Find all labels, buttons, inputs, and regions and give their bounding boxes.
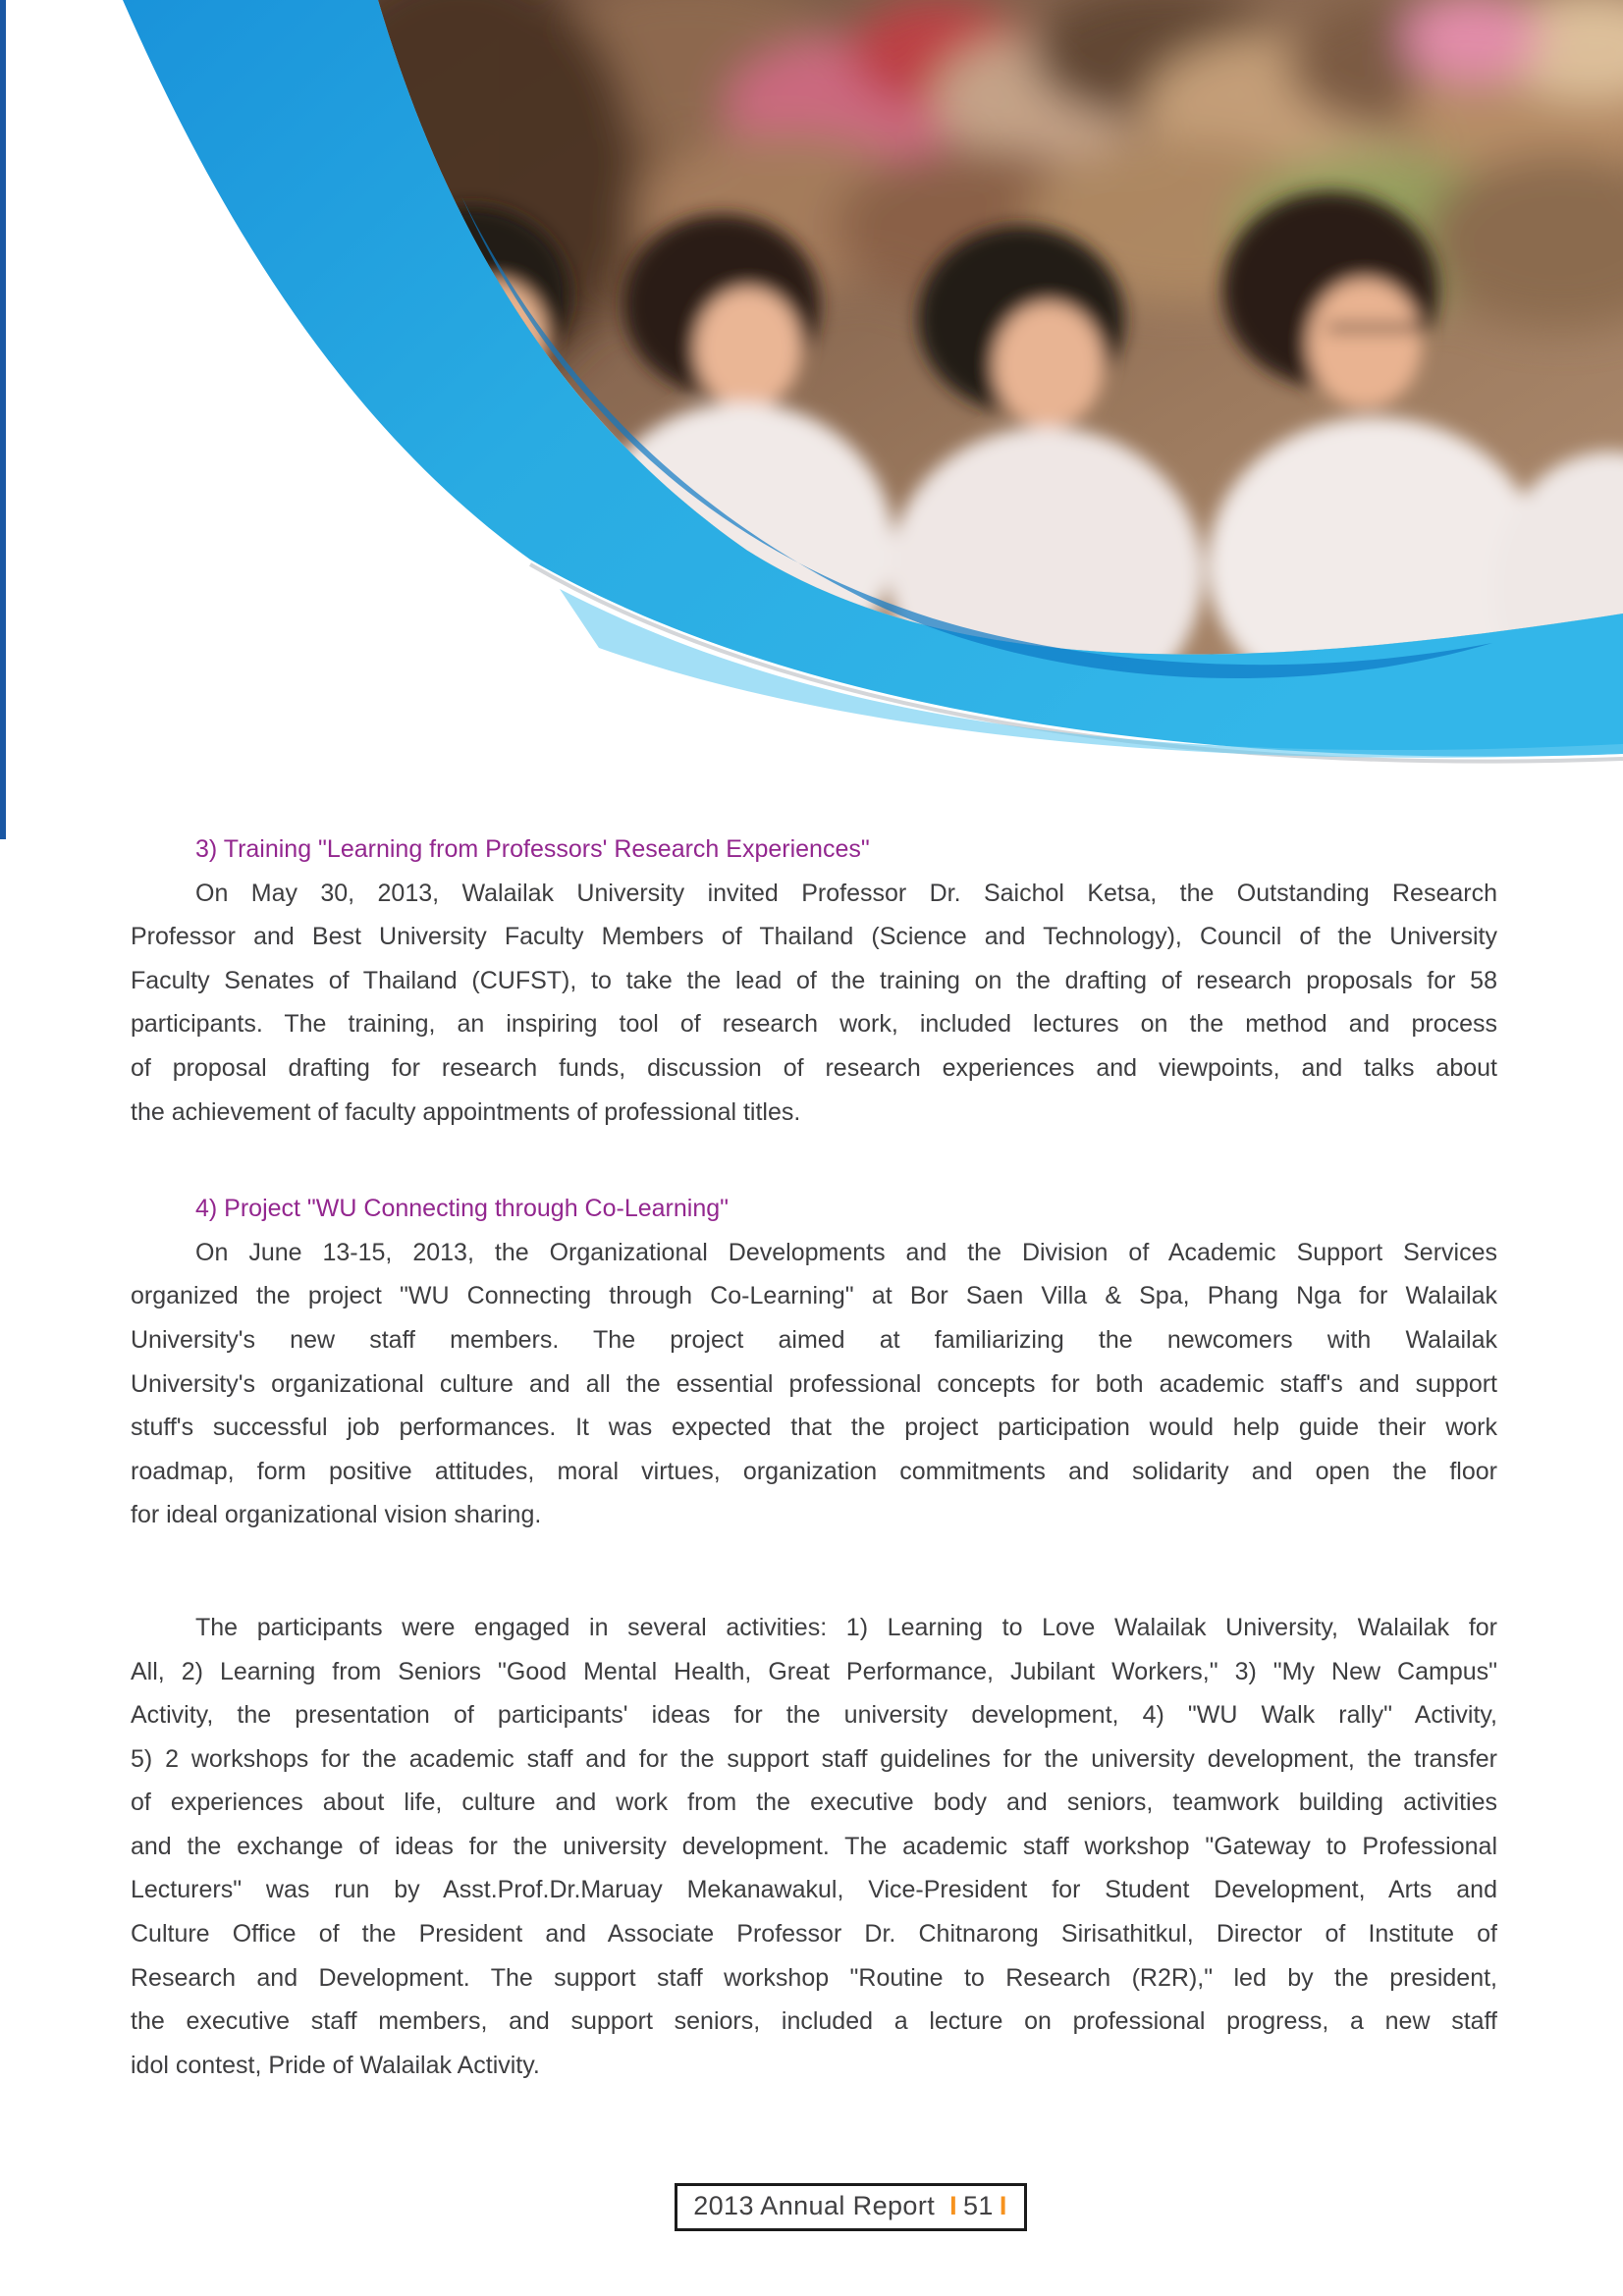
- paragraph-line: participants. The training, an inspiring tool of research work, included lectures on the method and process: [131, 1010, 1497, 1039]
- page-footer: [0, 2183, 1623, 2231]
- paragraph-line: and the exchange of ideas for the university development. The academic staff workshop "Gateway to Professional: [131, 1832, 1497, 1860]
- paragraph-line: the executive staff members, and support seniors, included a lecture on professional progress, a new staff: [131, 2007, 1497, 2036]
- content-sections: [131, 828, 1497, 2087]
- paragraph-line: Research and Development. The support staff workshop "Routine to Research (R2R)," led by the president,: [131, 1963, 1497, 1992]
- section-heading: 3) Training "Learning from Professors' Research Experiences": [195, 835, 870, 863]
- paragraph-line: 5) 2 workshops for the academic staff and for the support staff guidelines for the university development, the transfer: [131, 1744, 1497, 1773]
- page-number-left-bar: I: [949, 2191, 958, 2220]
- page-number-right-bar: I: [999, 2191, 1007, 2220]
- paragraph-line: On May 30, 2013, Walailak University invited Professor Dr. Saichol Ketsa, the Outstanding Research: [195, 879, 1497, 907]
- page-number: 51: [963, 2191, 994, 2220]
- paragraph-line: of proposal drafting for research funds, discussion of research experiences and viewpoints, and talks about: [131, 1053, 1497, 1082]
- paragraph-line: roadmap, form positive attitudes, moral virtues, organization commitments and solidarity and open the floor: [131, 1457, 1497, 1485]
- paragraph-line: Lecturers" was run by Asst.Prof.Dr.Maruay Mekanawakul, Vice-President for Student Development, Arts and: [131, 1876, 1497, 1904]
- footer-box: [675, 2183, 1027, 2231]
- paragraph-line: The participants were engaged in several activities: 1) Learning to Love Walailak University, Walailak for: [195, 1613, 1497, 1641]
- text-section: [131, 1187, 1497, 1537]
- header-graphic: [0, 0, 1623, 775]
- paragraph-line: idol contest, Pride of Walailak Activity.: [131, 2051, 540, 2079]
- paragraph-line: of experiences about life, culture and work from the executive body and seniors, teamwork building activities: [131, 1789, 1497, 1817]
- paragraph-line: stuff's successful job performances. It was expected that the project participation would help guide their work: [131, 1414, 1497, 1442]
- paragraph-line: the achievement of faculty appointments of professional titles.: [131, 1097, 801, 1126]
- text-section: [131, 828, 1497, 1134]
- paragraph-line: Culture Office of the President and Associate Professor Dr. Chitnarong Sirisathitkul, Director of Institute of: [131, 1920, 1497, 1949]
- paragraph-line: organized the project "WU Connecting through Co-Learning" at Bor Saen Villa & Spa, Phang Nga for Walailak: [131, 1282, 1497, 1310]
- section-heading: 4) Project "WU Connecting through Co-Learning": [195, 1195, 730, 1223]
- paragraph-line: University's organizational culture and all the essential professional concepts for both academic staff's and support: [131, 1369, 1497, 1398]
- paragraph-line: Activity, the presentation of participants' ideas for the university development, 4) "WU Walk rally" Activity,: [131, 1701, 1497, 1730]
- paragraph-line: Professor and Best University Faculty Members of Thailand (Science and Technology), Council of the University: [131, 923, 1497, 951]
- paragraph-line: for ideal organizational vision sharing.: [131, 1501, 542, 1529]
- paragraph-line: On June 13-15, 2013, the Organizational Developments and the Division of Academic Support Services: [195, 1238, 1497, 1266]
- report-title: 2013 Annual Report: [693, 2191, 936, 2220]
- paragraph-line: Faculty Senates of Thailand (CUFST), to take the lead of the training on the drafting of research proposals for 58: [131, 966, 1497, 994]
- text-section: [131, 1606, 1497, 2088]
- paragraph-line: University's new staff members. The project aimed at familiarizing the newcomers with Walailak: [131, 1325, 1497, 1354]
- paragraph-line: All, 2) Learning from Seniors "Good Mental Health, Great Performance, Jubilant Workers," 3) "My New Campus": [131, 1657, 1497, 1685]
